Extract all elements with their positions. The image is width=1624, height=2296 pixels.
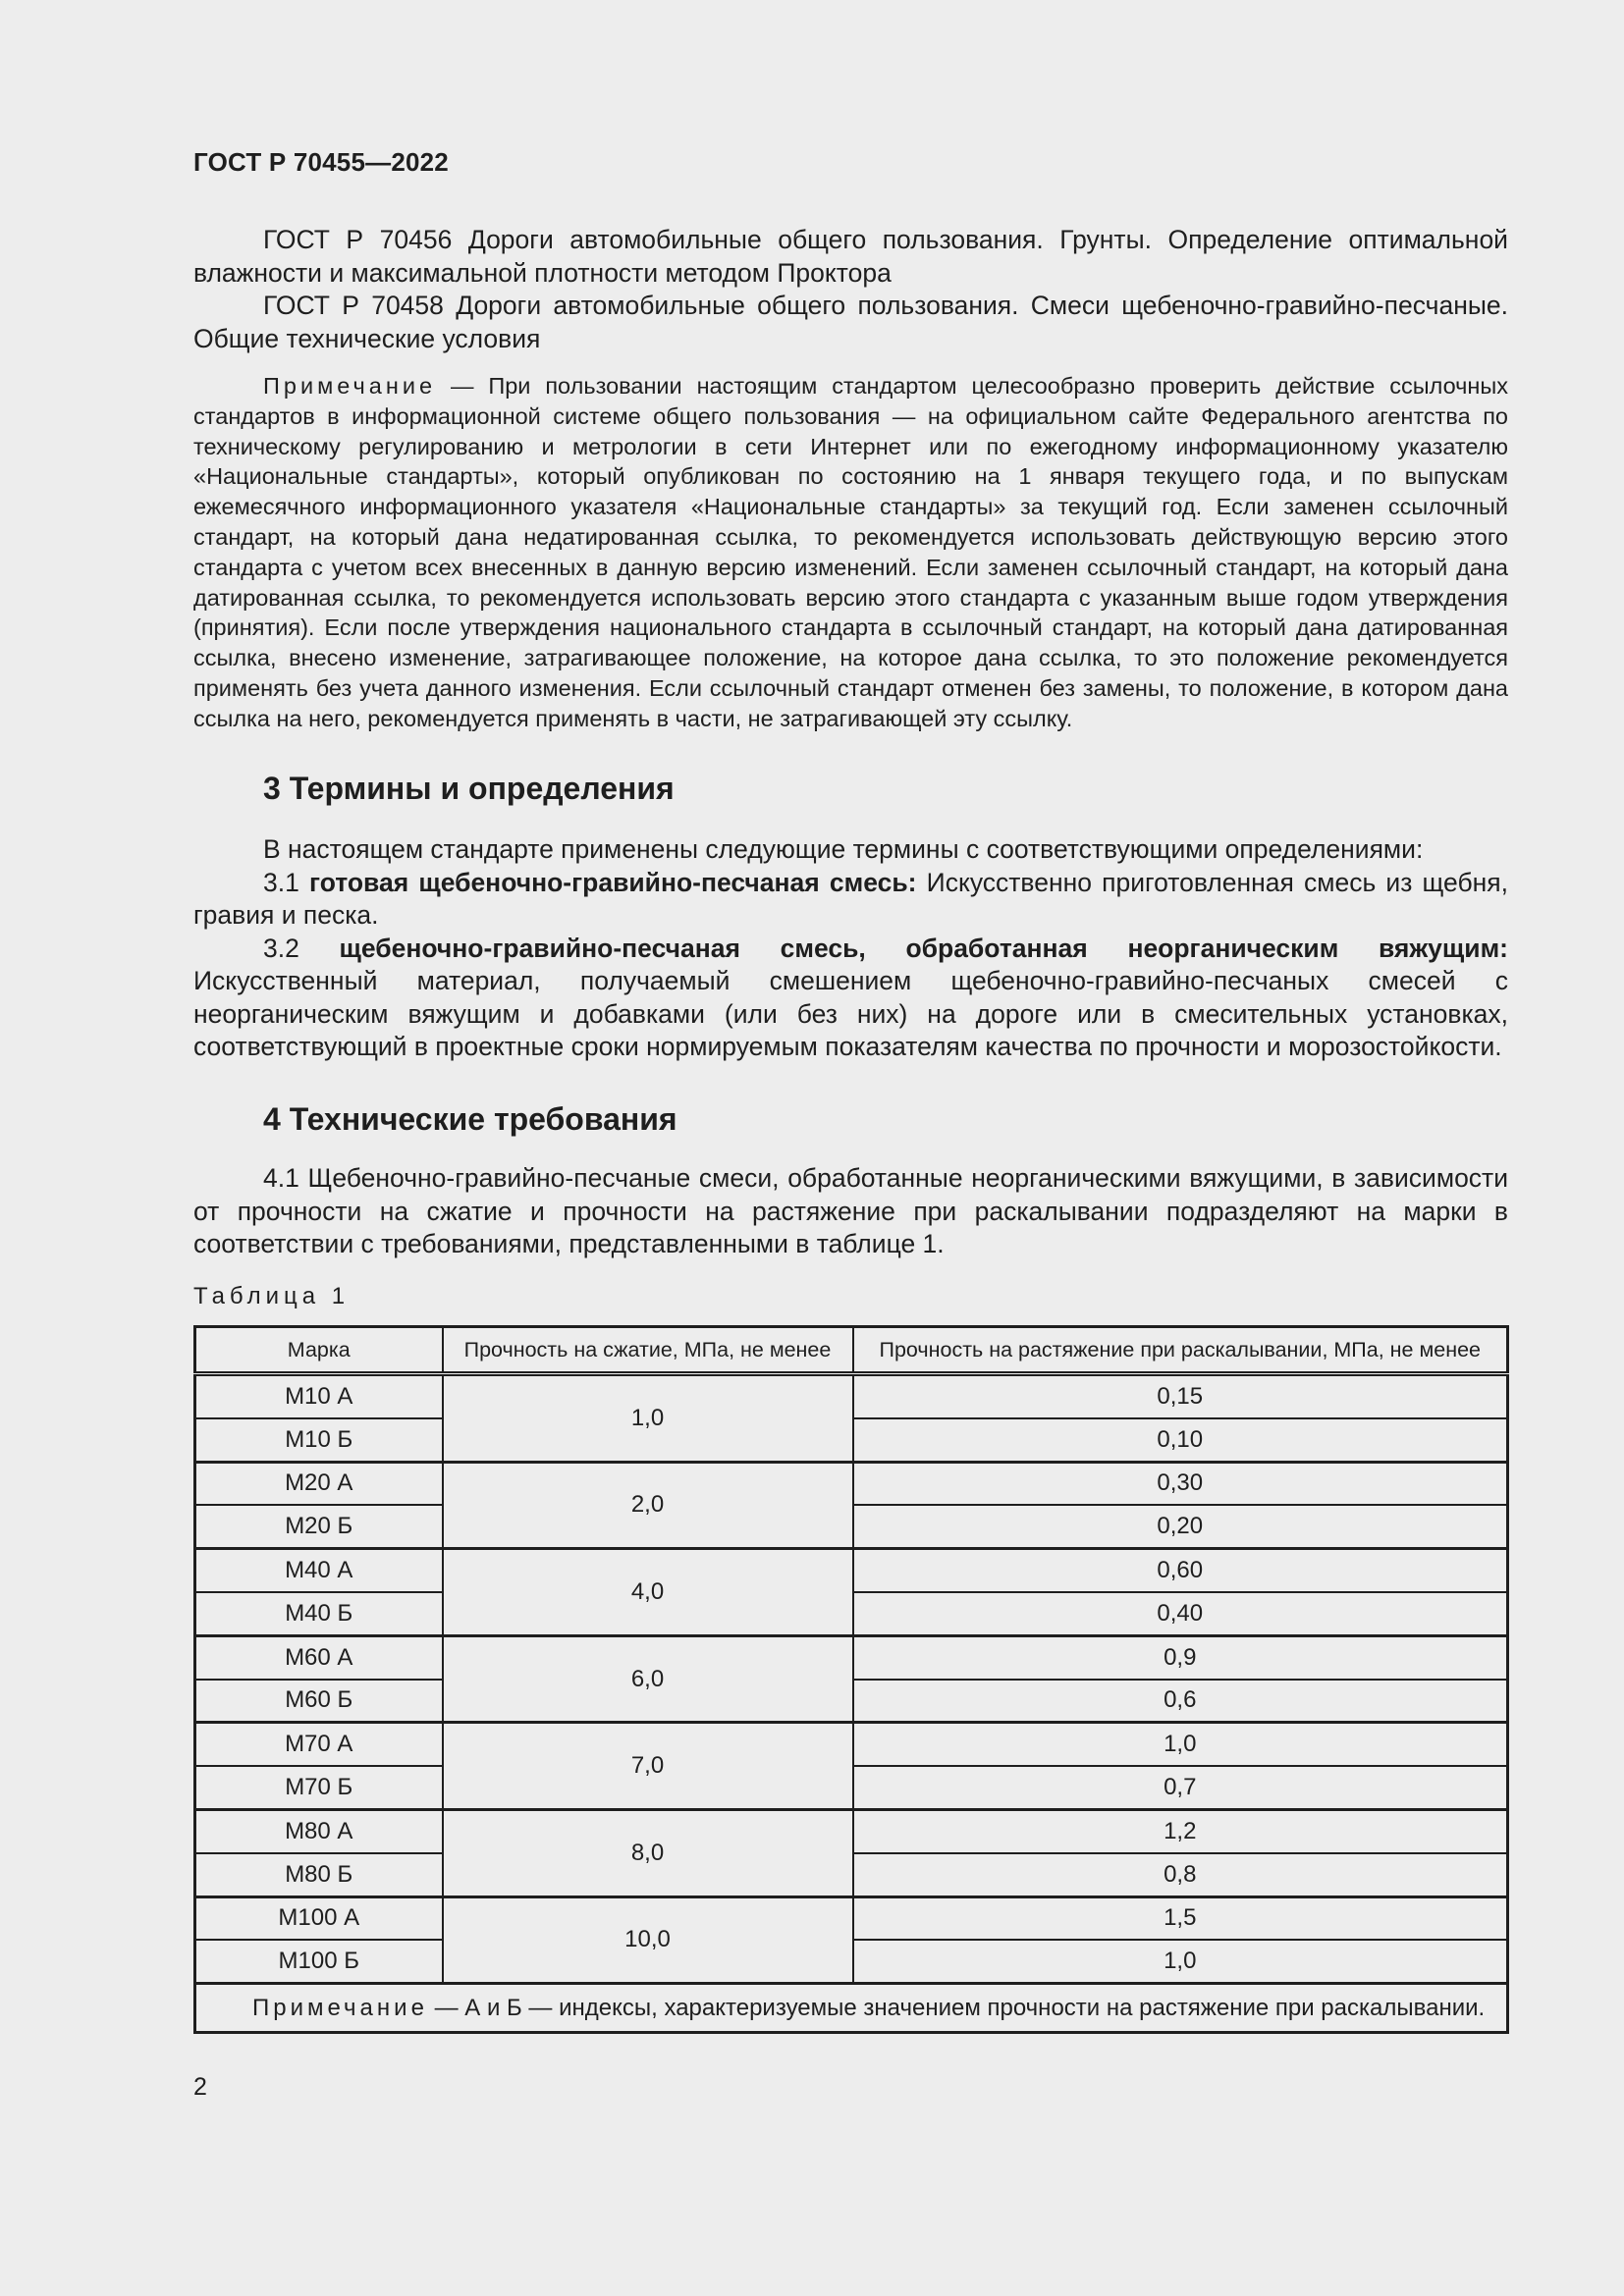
table-row xyxy=(195,1809,1508,1852)
tensile-cell: 1,0 xyxy=(853,1723,1508,1766)
tensile-cell: 0,7 xyxy=(853,1766,1508,1809)
compression-cell: 8,0 xyxy=(443,1809,853,1896)
compression-cell: 6,0 xyxy=(443,1635,853,1723)
tensile-cell: 0,60 xyxy=(853,1549,1508,1592)
note-text: — При пользовании настоящим стандартом целесообразно проверить действие ссылочных стандартов в информационной системе общего пользования — на официальном сайте Федерального агентства по техническому регулированию и метрологии в сети Интернет или по ежегодному информационному указателю «Национальные стандарты», который опубликован по состоянию на 1 января текущего года, и по выпускам ежемесячного информационного указателя «Национальные стандарты» за текущий год. Если заменен ссылочный стандарт, на который дана недатированная ссылка, то рекомендуется использовать действующую версию этого стандарта с учетом всех внесенных в данную версию изменений. Если заменен ссылочный стандарт, на который дана датированная ссылка, то рекомендуется использовать версию этого стандарта с указанным выше годом утверждения (принятия). Если после утверждения национального стандарта в ссылочный стандарт, на который дана датированная ссылка, внесено изменение, затрагивающее положение, на которое дана ссылка, то это положение рекомендуется применять без учета данного изменения. Если ссылочный стандарт отменен без замены, то положение, в котором дана ссылка на него, рекомендуется применять в части, не затрагивающей эту ссылку. xyxy=(193,373,1508,731)
grade-cell: М100 Б xyxy=(195,1940,443,1983)
tensile-cell: 1,2 xyxy=(853,1809,1508,1852)
table-row xyxy=(195,1635,1508,1679)
term-name: готовая щебеночно-гравийно-песчаная смесь: xyxy=(309,867,917,897)
grade-cell: М40 Б xyxy=(195,1592,443,1635)
term-3-2: 3.2 щебеночно-гравийно-песчаная смесь, обработанная неорганическим вяжущим: Искусственный материал, получаемый смешением щебеночно-гравийно-песчаных смесей с неорганическим вяжущим и добавками (или без них) на дороге или в смесительных установках, соответствующий в проектные сроки нормируемым показателям качества по прочности и морозостойкости. xyxy=(193,933,1508,1061)
column-header-grade: Марка xyxy=(195,1327,443,1374)
document-header: ГОСТ Р 70455—2022 xyxy=(193,147,449,177)
references-list xyxy=(193,224,1508,355)
clause-4-1: 4.1 Щебеночно-гравийно-песчаные смеси, обработанные неорганическими вяжущими, в зависимости от прочности на сжатие и прочности на растяжение при раскалывании подразделяют на марки в соответствии с требованиями, представленными в таблице 1. xyxy=(193,1163,1508,1258)
compression-cell: 4,0 xyxy=(443,1549,853,1636)
column-header-compression: Прочность на сжатие, МПа, не менее xyxy=(443,1327,853,1374)
section-3-intro: В настоящем стандарте применены следующие термины с соответствующими определениями: xyxy=(263,834,1424,864)
grade-cell: М70 А xyxy=(195,1723,443,1766)
grade-cell: М100 А xyxy=(195,1896,443,1940)
grade-cell: М20 А xyxy=(195,1462,443,1505)
compression-cell: 2,0 xyxy=(443,1462,853,1549)
grade-cell: М20 Б xyxy=(195,1505,443,1548)
term-3-1: 3.1 готовая щебеночно-гравийно-песчаная смесь: Искусственно приготовленная смесь из щебня, гравия и песка. xyxy=(193,867,1509,930)
tensile-cell: 0,10 xyxy=(853,1418,1508,1462)
reference-item: ГОСТ Р 70456 Дороги автомобильные общего пользования. Грунты. Определение оптимальной влажности и максимальной плотности методом Проктора xyxy=(193,225,1508,288)
grade-cell: М10 Б xyxy=(195,1418,443,1462)
term-definition: Искусственный материал, получаемый смешением щебеночно-гравийно-песчаных смесей с неорганическим вяжущим и добавками (или без них) на дороге или в смесительных установках, соответствующий в проектные сроки нормируемым показателям качества по прочности и морозостойкости. xyxy=(193,966,1508,1061)
reference-item: ГОСТ Р 70458 Дороги автомобильные общего пользования. Смеси щебеночно-гравийно-песчаные. Общие технические условия xyxy=(193,291,1508,353)
table-body xyxy=(195,1374,1508,1984)
tensile-cell: 1,0 xyxy=(853,1940,1508,1983)
grade-cell: М40 А xyxy=(195,1549,443,1592)
compression-cell: 10,0 xyxy=(443,1896,853,1984)
table-note-text: — А и Б — индексы, характеризуемые значением прочности на растяжение при раскалывании. xyxy=(434,1995,1486,2022)
table-caption: Таблица 1 xyxy=(193,1283,351,1309)
tensile-cell: 1,5 xyxy=(853,1896,1508,1940)
table-header-row xyxy=(195,1327,1508,1374)
section-4-body xyxy=(193,1162,1508,1261)
grade-cell: М80 Б xyxy=(195,1853,443,1896)
tensile-cell: 0,30 xyxy=(853,1462,1508,1505)
tensile-cell: 0,6 xyxy=(853,1680,1508,1723)
note-label: Примечание xyxy=(263,373,437,399)
grade-cell: М60 А xyxy=(195,1635,443,1679)
table-note-row xyxy=(195,1984,1508,2033)
compression-cell: 7,0 xyxy=(443,1723,853,1810)
grades-table xyxy=(193,1325,1509,2034)
table-row xyxy=(195,1462,1508,1505)
compression-cell: 1,0 xyxy=(443,1374,853,1463)
grade-cell: М10 А xyxy=(195,1374,443,1418)
tensile-cell: 0,9 xyxy=(853,1635,1508,1679)
section-3-body xyxy=(193,833,1508,1064)
section-4-heading: 4 Технические требования xyxy=(263,1101,677,1137)
table-row xyxy=(195,1374,1508,1418)
term-definition: Искусственно приготовленная смесь из щебня, гравия и песка. xyxy=(193,867,1509,930)
grade-cell: М60 Б xyxy=(195,1680,443,1723)
tensile-cell: 0,15 xyxy=(853,1374,1508,1418)
table-row xyxy=(195,1723,1508,1766)
column-header-tensile: Прочность на растяжение при раскалывании, МПа, не менее xyxy=(853,1327,1508,1374)
table-note-label: Примечание xyxy=(252,1995,428,2022)
tensile-cell: 0,8 xyxy=(853,1853,1508,1896)
table-row xyxy=(195,1549,1508,1592)
grade-cell: М70 Б xyxy=(195,1766,443,1809)
section-3-heading: 3 Термины и определения xyxy=(263,771,675,806)
grade-cell: М80 А xyxy=(195,1809,443,1852)
reference-note xyxy=(193,371,1508,734)
table-note xyxy=(195,1984,1508,2033)
page-number: 2 xyxy=(193,2073,207,2101)
table-row xyxy=(195,1896,1508,1940)
term-name: щебеночно-гравийно-песчаная смесь, обработанная неорганическим вяжущим: xyxy=(339,933,1508,963)
tensile-cell: 0,40 xyxy=(853,1592,1508,1635)
tensile-cell: 0,20 xyxy=(853,1505,1508,1548)
